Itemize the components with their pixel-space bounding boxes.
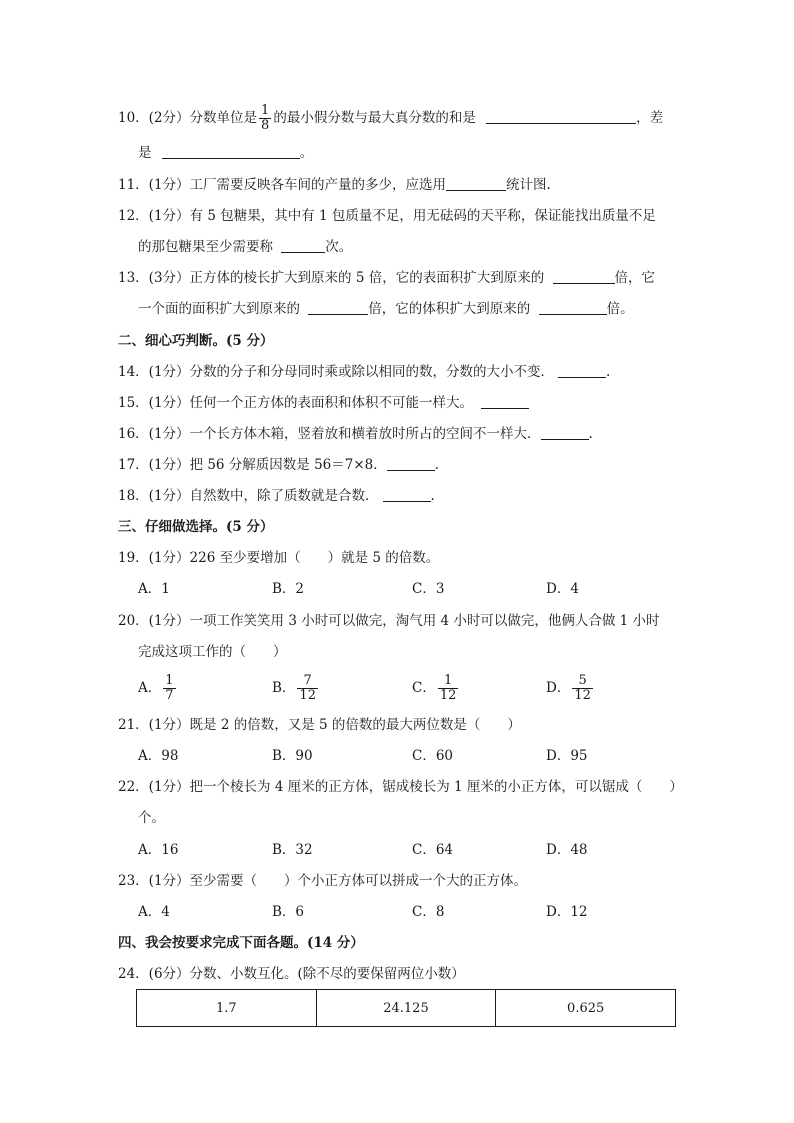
answer-blank[interactable] — [558, 363, 606, 378]
question-23: 23．(1分）至少需要（ ）个小正方体可以拼成一个大的正方体。 — [118, 873, 528, 889]
answer-blank[interactable] — [539, 300, 607, 315]
answer-blank[interactable] — [162, 144, 300, 159]
question-15: 15．(1分）任何一个正方体的表面积和体积不可能一样大。 — [118, 393, 529, 413]
question-19: 19．(1分）226 至少要增加（ ）就是 5 的倍数。 — [118, 550, 440, 566]
table-row — [137, 990, 676, 1027]
question-22: 22．(1分）把一个棱长为 4 厘米的正方体，锯成棱长为 1 厘米的小正方体，可以锯成（ ） — [118, 779, 683, 795]
section-heading-3: 三、仔细做选择。(5 分） — [118, 519, 274, 535]
option-c[interactable]: C．3 — [412, 581, 445, 597]
table-cell: 1.7 — [137, 990, 317, 1027]
option-a[interactable]: A．4 — [138, 904, 170, 920]
option-d[interactable]: D．95 — [546, 748, 588, 764]
option-b[interactable]: B． $\frac{7}{12}$ — [272, 673, 316, 703]
option-a[interactable]: A． $\frac{1}{7}$ — [138, 673, 174, 703]
question-24: 24．(6分）分数、小数互化。(除不尽的要保留两位小数） — [118, 966, 465, 982]
option-a[interactable]: A．16 — [138, 842, 179, 858]
question-10-cont: 是 。 — [138, 145, 314, 161]
option-d[interactable]: D．4 — [546, 581, 579, 597]
option-b[interactable]: B．6 — [272, 904, 305, 920]
option-c[interactable]: C．8 — [412, 904, 445, 920]
answer-blank[interactable] — [281, 238, 325, 253]
question-16: 16．(1分）一个长方体木箱，竖着放和横着放时所占的空间不一样大． . — [118, 426, 593, 442]
option-a[interactable]: A．1 — [138, 581, 170, 597]
fraction: $\frac{5}{12}$ — [574, 673, 591, 703]
option-a[interactable]: A．98 — [138, 748, 179, 764]
option-c[interactable]: C．64 — [412, 842, 454, 858]
question-11: 11．(1分）工厂需要反映各车间的产量的多少，应选用 统计图. — [118, 177, 551, 193]
table-cell: 24.125 — [316, 990, 496, 1027]
option-b[interactable]: B．90 — [272, 748, 313, 764]
answer-blank[interactable] — [481, 394, 529, 409]
section-heading-4: 四、我会按要求完成下面各题。(14 分） — [118, 935, 364, 951]
question-18: 18．(1分）自然数中，除了质数就是合数． . — [118, 488, 435, 504]
question-13-cont: 一个面的面积扩大到原来的 倍，它的体积扩大到原来的 倍。 — [138, 301, 634, 317]
question-22-cont: 个。 — [138, 810, 165, 826]
question-10: 10．(2分）分数单位是 $\frac{1}{8}$ 的最小假分数与最大真分数的和是 ，差 — [118, 103, 664, 133]
question-20: 20．(1分）一项工作笑笑用 3 小时可以做完，淘气用 4 小时可以做完，他俩人合做 1 小时 — [118, 613, 660, 629]
conversion-table — [136, 989, 676, 1027]
question-21: 21．(1分）既是 2 的倍数，又是 5 的倍数的最大两位数是（ ） — [118, 717, 521, 733]
question-12: 12．(1分）有 5 包糖果，其中有 1 包质量不足，用无砝码的天平称，保证能找出质量不足 — [118, 208, 656, 224]
answer-blank[interactable] — [308, 300, 368, 315]
section-heading-2: 二、细心巧判断。(5 分） — [118, 333, 274, 349]
option-c[interactable]: C． $\frac{1}{12}$ — [412, 673, 457, 703]
answer-blank[interactable] — [446, 176, 506, 191]
question-13: 13．(3分）正方体的棱长扩大到原来的 5 倍，它的表面积扩大到原来的 倍，它 — [118, 270, 656, 286]
answer-blank[interactable] — [541, 425, 589, 440]
question-12-cont: 的那包糖果至少需要称 次。 — [138, 239, 353, 255]
option-b[interactable]: B．2 — [272, 581, 305, 597]
answer-blank[interactable] — [486, 109, 636, 124]
option-d[interactable]: D．48 — [546, 842, 588, 858]
fraction: $\frac{1}{8}$ — [261, 103, 270, 133]
answer-blank[interactable] — [553, 269, 615, 284]
option-d[interactable]: D． $\frac{5}{12}$ — [546, 673, 591, 703]
table-cell: 0.625 — [496, 990, 676, 1027]
question-17: 17．(1分）把 56 分解质因数是 56＝7×8． . — [118, 457, 440, 473]
option-d[interactable]: D．12 — [546, 904, 588, 920]
answer-blank[interactable] — [387, 456, 435, 471]
fraction: $\frac{1}{7}$ — [165, 673, 174, 703]
fraction: $\frac{7}{12}$ — [299, 673, 316, 703]
answer-blank[interactable] — [383, 487, 431, 502]
question-20-cont: 完成这项工作的（ ） — [138, 644, 287, 660]
option-b[interactable]: B．32 — [272, 842, 313, 858]
fraction: $\frac{1}{12}$ — [439, 673, 457, 703]
question-14: 14．(1分）分数的分子和分母同时乘或除以相同的数，分数的大小不变． . — [118, 364, 611, 380]
option-c[interactable]: C．60 — [412, 748, 454, 764]
